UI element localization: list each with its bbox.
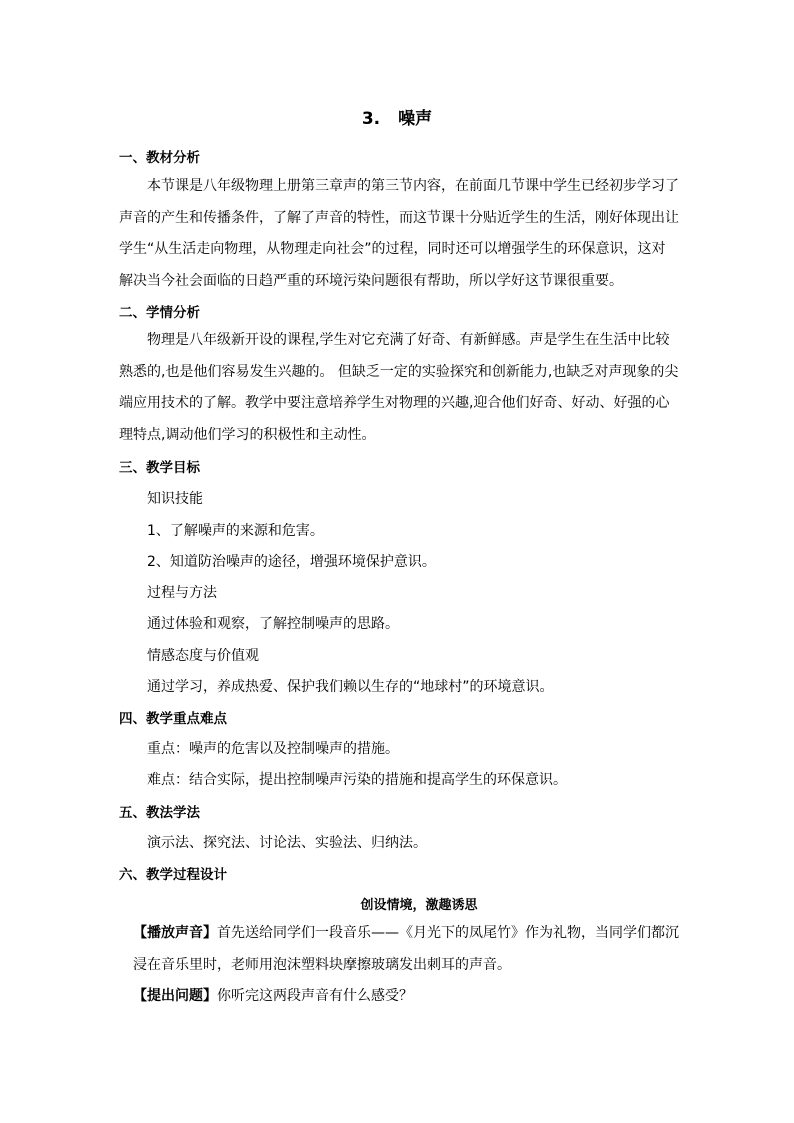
- section-heading-students: 二、学情分析: [119, 305, 200, 321]
- item-text: 首先送给同学们一段音乐——《月光下的凤尾竹》作为礼物，当同学们都沉浸在音乐里时，老师用泡沫塑料块摩擦玻璃发出刺耳的声音。: [133, 925, 679, 973]
- page-title: [0, 104, 794, 129]
- process-item-play-sound: [133, 918, 681, 981]
- objective-item: 1、了解噪声的来源和危害。: [147, 523, 324, 539]
- objective-category-attitude: 情感态度与价值观: [147, 648, 259, 664]
- section-paragraph-materials: 本节课是八年级物理上册第三章声的第三节内容，在前面几节课中学生已经初步学习了声音的产生和传播条件，了解了声音的特性，而这节课十分贴近学生的生活，刚好体现出让学生“从生活走向物理，从物理走向社会”的过程，同时还可以增强学生的环保意识，这对解决当今社会面临的日趋严重的环境污染问题很有帮助，所以学好这节课很重要。: [119, 178, 679, 289]
- section-heading-process: 六、教学过程设计: [119, 867, 227, 883]
- item-text: 你听完这两段声音有什么感受？: [217, 988, 413, 1004]
- key-point-line: 重点：噪声的危害以及控制噪声的措施。: [147, 741, 399, 757]
- objective-item: 通过体验和观察，了解控制噪声的思路。: [147, 616, 399, 632]
- difficulty-line: 难点：结合实际，提出控制噪声污染的措施和提高学生的环保意识。: [147, 772, 567, 788]
- objective-category-knowledge: 知识技能: [147, 491, 203, 507]
- title-number: 3.: [361, 109, 381, 129]
- item-tag: 【提出问题】: [133, 988, 217, 1004]
- section-heading-materials: 一、教材分析: [119, 150, 200, 166]
- section-heading-methods: 五、教法学法: [119, 805, 200, 821]
- section-heading-objectives: 三、教学目标: [119, 460, 200, 476]
- item-tag: 【播放声音】: [133, 925, 217, 941]
- section-paragraph-students: 物理是八年级新开设的课程,学生对它充满了好奇、有新鲜感。声是学生在生活中比较熟悉的,也是他们容易发生兴趣的。 但缺乏一定的实验探究和创新能力,也缺乏对声现象的尖端应用技术的了解。教学中要注意培养学生对物理的兴趣,迎合他们好奇、好动、好强的心理特点,调动他们学习的积极性和主动性。: [119, 332, 679, 443]
- objective-item: 通过学习，养成热爱、保护我们赖以生存的“地球村”的环境意识。: [147, 679, 554, 695]
- section-heading-key-points: 四、教学重点难点: [119, 711, 227, 727]
- title-text: 噪声: [398, 109, 433, 129]
- methods-line: 演示法、探究法、讨论法、实验法、归纳法。: [147, 835, 427, 851]
- objective-item: 2、知道防治噪声的途径，增强环境保护意识。: [147, 554, 436, 570]
- process-subheading: 创设情境，激趣诱思: [360, 898, 478, 913]
- objective-category-process: 过程与方法: [147, 585, 217, 601]
- process-item-question: [133, 981, 681, 1013]
